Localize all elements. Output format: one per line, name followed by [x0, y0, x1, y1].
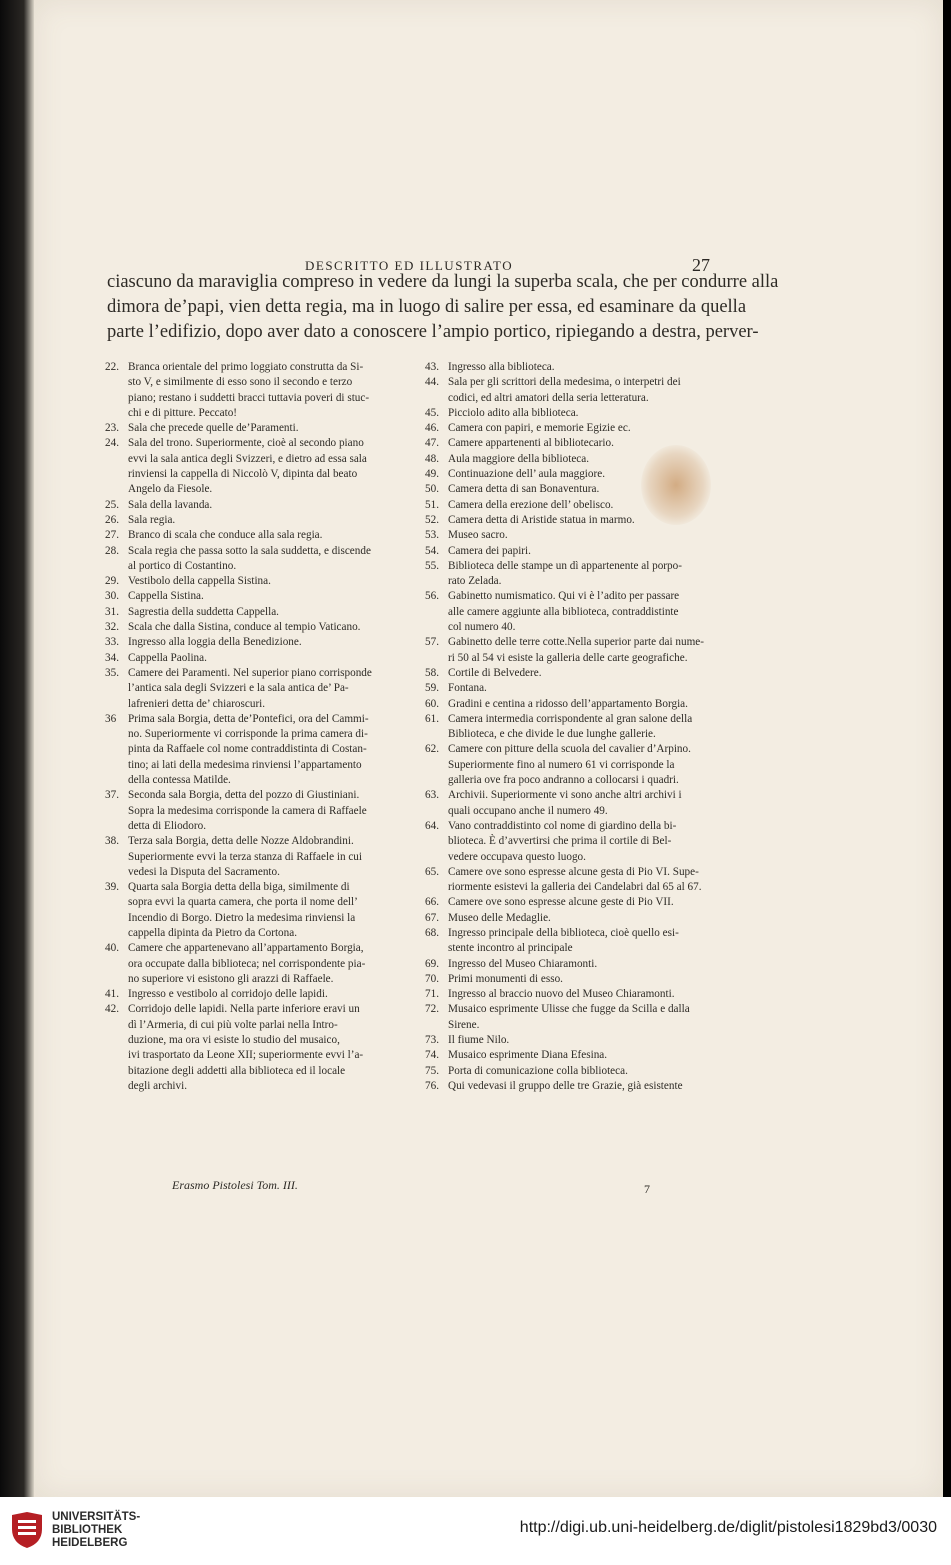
legend-entry-line: vedere occupava questo luogo.	[448, 850, 586, 863]
legend-entry-line: Camera intermedia corrispondente al gran salone della	[448, 712, 693, 725]
legend-entry-line: Il fiume Nilo.	[448, 1034, 510, 1047]
legend-entry-number: 69.	[425, 957, 439, 970]
legend-entry-line: codici, ed altri amatori della seria letteratura.	[448, 391, 649, 404]
legend-entry	[105, 987, 405, 1002]
legend-entry-number: 60.	[425, 697, 439, 710]
legend-entry-number: 75.	[425, 1064, 439, 1077]
legend-entry-line: ora occupate dalla biblioteca; nel corrispondente pia-	[128, 957, 366, 970]
legend-entry-line: Sopra la medesima corrisponde la camera di Raffaele	[128, 804, 367, 817]
legend-entry-line: Camere ove sono espresse alcune gesta di Pio VI. Supe-	[448, 865, 699, 878]
legend-entry-line: Qui vedevasi il gruppo delle tre Grazie, già esistente	[448, 1079, 683, 1092]
legend-entry-number: 65.	[425, 865, 439, 878]
legend-entry-line: Quarta sala Borgia detta della biga, similmente di	[128, 881, 350, 894]
legend-entry-line: Gabinetto numismatico. Qui vi è l’adito per passare	[448, 590, 680, 603]
legend-entry	[425, 865, 727, 896]
legend-entry	[425, 681, 727, 696]
legend-entry-number: 76.	[425, 1079, 439, 1092]
legend-entry-line: no. Superiormente vi corrisponde la prima camera di-	[128, 728, 368, 741]
legend-entry-line: Ingresso alla loggia della Benedizione.	[128, 636, 302, 649]
legend-entry-line: Musaico esprimente Diana Efesina.	[448, 1049, 608, 1062]
legend-entry-number: 44.	[425, 376, 439, 389]
legend-entry	[425, 788, 727, 819]
legend-entry-number: 27.	[105, 529, 119, 542]
legend-entry-line: cappella dipinta da Pietro da Cortona.	[128, 926, 298, 939]
legend-entry	[425, 987, 727, 1002]
legend-entry-line: rato Zelada.	[448, 575, 502, 588]
legend-entry-line: Incendio di Borgo. Dietro la medesima rinviensi la	[128, 911, 356, 924]
legend-entry-number: 68.	[425, 926, 439, 939]
legend-entry-line: chi e di pitture. Peccato!	[128, 406, 238, 419]
legend-entry	[425, 559, 727, 590]
legend-entry-line: Camere dei Paramenti. Nel superior piano corrisponde	[128, 666, 372, 679]
legend-entry-line: Ingresso al braccio nuovo del Museo Chiaramonti.	[448, 988, 675, 1001]
legend-entry	[425, 421, 727, 436]
legend-entry-line: Sala della lavanda.	[128, 498, 213, 511]
legend-entry	[425, 697, 727, 712]
legend-entry	[425, 666, 727, 681]
legend-entry-line: stente incontro al principale	[448, 942, 573, 955]
legend-entry	[425, 1048, 727, 1063]
legend-entry	[425, 911, 727, 926]
legend-entry-number: 29.	[105, 575, 119, 588]
legend-entry-line: Corridojo delle lapidi. Nella parte inferiore eravi un	[128, 1003, 360, 1016]
legend-entry-number: 67.	[425, 911, 439, 924]
page-number: 27	[692, 255, 710, 275]
legend-entry-number: 49.	[425, 468, 439, 481]
legend-entry-number: 53.	[425, 529, 439, 542]
legend-entry-number: 30.	[105, 590, 119, 603]
legend-entry-line: Sala regia.	[128, 513, 176, 526]
legend-entry-number: 25.	[105, 498, 119, 511]
legend-entry	[425, 926, 727, 957]
legend-entry-number: 24.	[105, 437, 119, 450]
legend-entry	[105, 651, 405, 666]
legend-entry	[425, 742, 727, 788]
legend-entry-number: 33.	[105, 636, 119, 649]
legend-entry-number: 37.	[105, 789, 119, 802]
legend-entry-line: detta di Eliodoro.	[128, 819, 206, 832]
legend-entry-line: al portico di Costantino.	[128, 559, 237, 572]
legend-entry-line: Continuazione dell’ aula maggiore.	[448, 468, 605, 481]
legend-entry	[105, 788, 405, 834]
legend-entry	[105, 605, 405, 620]
legend-entry	[105, 528, 405, 543]
legend-entry-line: galleria ove fra poco andranno a collocarsi i quadri.	[448, 774, 679, 787]
legend-entry-number: 56.	[425, 590, 439, 603]
legend-entry-number: 46.	[425, 422, 439, 435]
legend-entry-line: bitazione degli addetti alla biblioteca ed il locale	[128, 1064, 346, 1077]
legend-entry	[425, 436, 727, 451]
legend-entry	[425, 1033, 727, 1048]
library-name	[52, 1511, 140, 1550]
legend-entry-line: Branco di scala che conduce alla sala regia.	[128, 529, 323, 542]
legend-entry-line: della contessa Matilde.	[128, 774, 231, 787]
legend-entry-line: Camera detta di san Bonaventura.	[448, 483, 600, 496]
left-legend-column	[105, 360, 405, 1094]
legend-entry-line: Seconda sala Borgia, detta del pozzo di Giustiniani.	[128, 789, 360, 802]
intro-line: ciascuno da maraviglia compreso in vedere da lungi la superba scala, che per condurre alla	[107, 272, 779, 292]
university-library-logo-icon	[10, 1511, 44, 1549]
legend-entry	[425, 1002, 727, 1033]
legend-entry	[425, 1079, 727, 1094]
legend-entry-number: 35.	[105, 666, 119, 679]
legend-entry-number: 61.	[425, 712, 439, 725]
legend-entry-line: Camera dei papiri.	[448, 544, 531, 557]
legend-entry-line: Museo delle Medaglie.	[448, 911, 551, 924]
legend-entry-line: ivi trasportato da Leone XII; superiormente evvi l’a-	[128, 1049, 364, 1062]
legend-entry-line: l’antica sala degli Svizzeri e la sala antica de’ Pa-	[128, 682, 349, 695]
legend-entry	[105, 574, 405, 589]
legend-entry-number: 74.	[425, 1049, 439, 1062]
legend-entry-line: Gradini e centina a ridosso dell’appartamento Borgia.	[448, 697, 688, 710]
legend-entry-number: 73.	[425, 1034, 439, 1047]
legend-entry-number: 54.	[425, 544, 439, 557]
legend-entry	[425, 406, 727, 421]
legend-entry	[425, 972, 727, 987]
legend-entry-line: Cappella Paolina.	[128, 651, 207, 664]
legend-entry-line: blioteca. È d’avvertirsi che prima il cortile di Bel-	[448, 835, 672, 848]
legend-entry-line: Vano contraddistinto col nome di giardino della bi-	[448, 819, 677, 832]
legend-entry	[105, 620, 405, 635]
legend-entry-number: 58.	[425, 666, 439, 679]
legend-entry	[105, 544, 405, 575]
legend-entry-number: 42.	[105, 1003, 119, 1016]
intro-line: parte l’edifizio, dopo aver dato a conoscere l’ampio portico, ripiegando a destra, perver-	[107, 322, 759, 342]
intro-paragraph	[107, 270, 779, 345]
legend-entry	[425, 482, 727, 497]
legend-entry	[105, 498, 405, 513]
legend-entry-number: 66.	[425, 896, 439, 909]
legend-entry-line: Superiormente fino al numero 61 vi corrisponde la	[448, 758, 675, 771]
legend-entry-line: Camera detta di Aristide statua in marmo.	[448, 513, 635, 526]
legend-entry	[425, 544, 727, 559]
legend-entry-line: no superiore vi esistono gli arazzi di Raffaele.	[128, 972, 334, 985]
legend-entry	[105, 880, 405, 941]
legend-entry-number: 71.	[425, 988, 439, 1001]
legend-entry	[425, 452, 727, 467]
legend-entry-line: Cappella Sistina.	[128, 590, 204, 603]
book-spine	[0, 0, 34, 1497]
legend-entry-line: Ingresso del Museo Chiaramonti.	[448, 957, 598, 970]
legend-entry-number: 51.	[425, 498, 439, 511]
legend-entry-line: Camera con papiri, e memorie Egizie ec.	[448, 422, 631, 435]
legend-entry	[105, 589, 405, 604]
legend-entry-line: Sagrestia della suddetta Cappella.	[128, 605, 279, 618]
legend-entry-line: Camere che appartenevano all’appartamento Borgia,	[128, 942, 364, 955]
legend-entry	[425, 589, 727, 635]
legend-entry-line: Biblioteca, e che divide le due lunghe gallerie.	[448, 728, 656, 741]
legend-entry	[425, 635, 727, 666]
legend-entry-line: Porta di comunicazione colla biblioteca.	[448, 1064, 628, 1077]
legend-entry-line: Camere ove sono espresse alcune geste di Pio VII.	[448, 896, 674, 909]
legend-entry-line: Biblioteca delle stampe un dì appartenente al porpo-	[448, 559, 682, 572]
legend-entry-number: 38.	[105, 835, 119, 848]
legend-entry-number: 40.	[105, 942, 119, 955]
legend-entry	[425, 513, 727, 528]
legend-entry	[425, 819, 727, 865]
legend-entry-line: Fontana.	[448, 682, 487, 695]
library-name-line: BIBLIOTHEK	[52, 1524, 123, 1536]
legend-entry-line: Sala per gli scrittori della medesima, o interpetri dei	[448, 376, 681, 389]
legend-entry	[425, 467, 727, 482]
legend-entry	[105, 712, 405, 788]
legend-entry-number: 50.	[425, 483, 439, 496]
legend-entry-line: alle camere aggiunte alla biblioteca, contraddistinte	[448, 605, 679, 618]
legend-entry-line: Ingresso principale della biblioteca, cioè quello esi-	[448, 926, 679, 939]
legend-entry-number: 57.	[425, 636, 439, 649]
legend-entry-line: Camera della erezione dell’ obelisco.	[448, 498, 614, 511]
legend-entry-line: pinta da Raffaele col nome contraddistinta di Costan-	[128, 743, 367, 756]
legend-entry-line: vedesi la Disputa del Sacramento.	[128, 865, 280, 878]
legend-entry	[425, 712, 727, 743]
legend-entry	[105, 436, 405, 497]
right-legend-column	[425, 360, 727, 1094]
legend-entry-number: 55.	[425, 559, 439, 572]
legend-entry-line: sopra evvi la quarta camera, che porta il nome dell’	[128, 896, 358, 909]
legend-entry-line: Scala che dalla Sistina, conduce al tempio Vaticano.	[128, 621, 361, 634]
running-title: DESCRITTO ED ILLUSTRATO	[305, 258, 514, 273]
legend-entry	[425, 528, 727, 543]
legend-entry-line: riormente esistevi la galleria dei Candelabri dal 65 al 67.	[448, 881, 702, 894]
legend-entry-line: Superiormente evvi la terza stanza di Raffaele in cui	[128, 850, 363, 863]
legend-entry-line: Camere con pitture della scuola del cavalier d’Arpino.	[448, 743, 691, 756]
legend-entry-line: Sirene.	[448, 1018, 480, 1031]
legend-entry-number: 70.	[425, 972, 439, 985]
library-name-line: UNIVERSITÄTS-	[52, 1511, 141, 1523]
legend-entry-line: Cortile di Belvedere.	[448, 666, 542, 679]
legend-entry	[425, 957, 727, 972]
printer-signature: Erasmo Pistolesi Tom. III.	[172, 1178, 298, 1192]
legend-entry-line: piano; restano i suddetti bracci tuttavia poveri di stuc-	[128, 391, 370, 404]
legend-entry	[425, 375, 727, 406]
legend-entry-line: tino; ai lati della medesima rinviensi l’appartamento	[128, 758, 362, 771]
legend-entry-line: Sala del trono. Superiormente, cioè al secondo piano	[128, 437, 364, 450]
legend-entry-line: Aula maggiore della biblioteca.	[448, 452, 590, 465]
legend-entry-line: Ingresso alla biblioteca.	[448, 361, 555, 373]
legend-entry-number: 64.	[425, 819, 439, 832]
legend-entry-number: 26.	[105, 513, 119, 526]
legend-entry-line: lafrenieri detta de’ chiaroscuri.	[128, 697, 266, 710]
legend-entry-number: 43.	[425, 361, 439, 373]
legend-entry-number: 41.	[105, 988, 119, 1001]
legend-entry-number: 22.	[105, 361, 119, 373]
legend-entry	[105, 513, 405, 528]
legend-entry-line: Camere appartenenti al bibliotecario.	[448, 437, 614, 450]
legend-entry-line: Gabinetto delle terre cotte.Nella superior parte dai nume-	[448, 636, 704, 649]
legend-entry-line: Sala che precede quelle de’Paramenti.	[128, 422, 299, 435]
legend-entry-number: 47.	[425, 437, 439, 450]
legend-entry-number: 28.	[105, 544, 119, 557]
legend-entry-line: Primi monumenti di esso.	[448, 972, 563, 985]
legend-entry-number: 39.	[105, 881, 119, 894]
legend-entry-number: 62.	[425, 743, 439, 756]
legend-entry-line: ri 50 al 54 vi esiste la galleria delle carte geografiche.	[448, 651, 688, 664]
legend-entry-number: 72.	[425, 1003, 439, 1016]
legend-entry-line: Angelo da Fiesole.	[128, 483, 213, 496]
legend-entry	[105, 666, 405, 712]
legend-entry-line: Branca orientale del primo loggiato construtta da Si-	[128, 361, 364, 373]
legend-entry-number: 48.	[425, 452, 439, 465]
legend-entry-line: rinviensi la cappella di Niccolò V, dipinta dal beato	[128, 468, 358, 481]
legend-entry-number: 36	[105, 712, 117, 725]
legend-entry-line: Terza sala Borgia, detta delle Nozze Aldobrandini.	[128, 835, 354, 848]
legend-entry-line: Scala regia che passa sotto la sala suddetta, e discende	[128, 544, 371, 557]
legend-entry-line: dì l’Armeria, di cui più volte parlai nella Intro-	[128, 1018, 338, 1031]
legend-entry-number: 34.	[105, 651, 119, 664]
legend-entry	[105, 834, 405, 880]
legend-entry	[105, 941, 405, 987]
legend-entry	[105, 360, 405, 421]
legend-entry-line: col numero 40.	[448, 621, 516, 634]
legend-entry-number: 31.	[105, 605, 119, 618]
legend-entry-line: duzione, ma ora vi esiste lo studio del musaico,	[128, 1034, 340, 1047]
legend-entry-line: Musaico esprimente Ulisse che fugge da Scilla e dalla	[448, 1003, 690, 1016]
legend-entry	[105, 1002, 405, 1094]
sheet-number: 7	[644, 1182, 650, 1196]
legend-entry	[105, 421, 405, 436]
legend-entry-line: Picciolo adito alla biblioteca.	[448, 406, 579, 419]
legend-entry-line: quali occupano anche il numero 49.	[448, 804, 608, 817]
legend-entry	[425, 1064, 727, 1079]
source-url-link[interactable]: http://digi.ub.uni-heidelberg.de/diglit/pistolesi1829bd3/0030	[519, 1519, 937, 1536]
legend-entry-line: degli archivi.	[128, 1079, 188, 1092]
legend-entry-line: Ingresso e vestibolo al corridojo delle lapidi.	[128, 988, 328, 1001]
footer-bar	[0, 1497, 951, 1565]
legend-entry-line: Vestibolo della cappella Sistina.	[128, 575, 271, 588]
legend-entry-line: Archivii. Superiormente vi sono anche altri archivi i	[448, 789, 682, 802]
library-name-line: HEIDELBERG	[52, 1537, 128, 1549]
legend-entry	[425, 895, 727, 910]
legend-entry	[105, 635, 405, 650]
intro-line: dimora de’papi, vien detta regia, ma in luogo di salire per essa, ed esaminare da quella	[107, 297, 747, 317]
legend-entry-line: Museo sacro.	[448, 529, 508, 542]
legend-entry-number: 32.	[105, 621, 119, 634]
legend-entry-line: evvi la sala antica degli Svizzeri, e dietro ad essa sala	[128, 452, 367, 465]
legend-entry-line: sto V, e similmente di esso sono il secondo e terzo	[128, 376, 353, 389]
legend-entry-number: 63.	[425, 789, 439, 802]
legend-entry-number: 59.	[425, 682, 439, 695]
legend-entry-number: 52.	[425, 513, 439, 526]
legend-entry	[425, 360, 727, 375]
legend-entry-number: 45.	[425, 406, 439, 419]
legend-entry-number: 23.	[105, 422, 119, 435]
legend-entry-line: Prima sala Borgia, detta de’Pontefici, ora del Cammi-	[128, 712, 369, 725]
legend-entry	[425, 498, 727, 513]
